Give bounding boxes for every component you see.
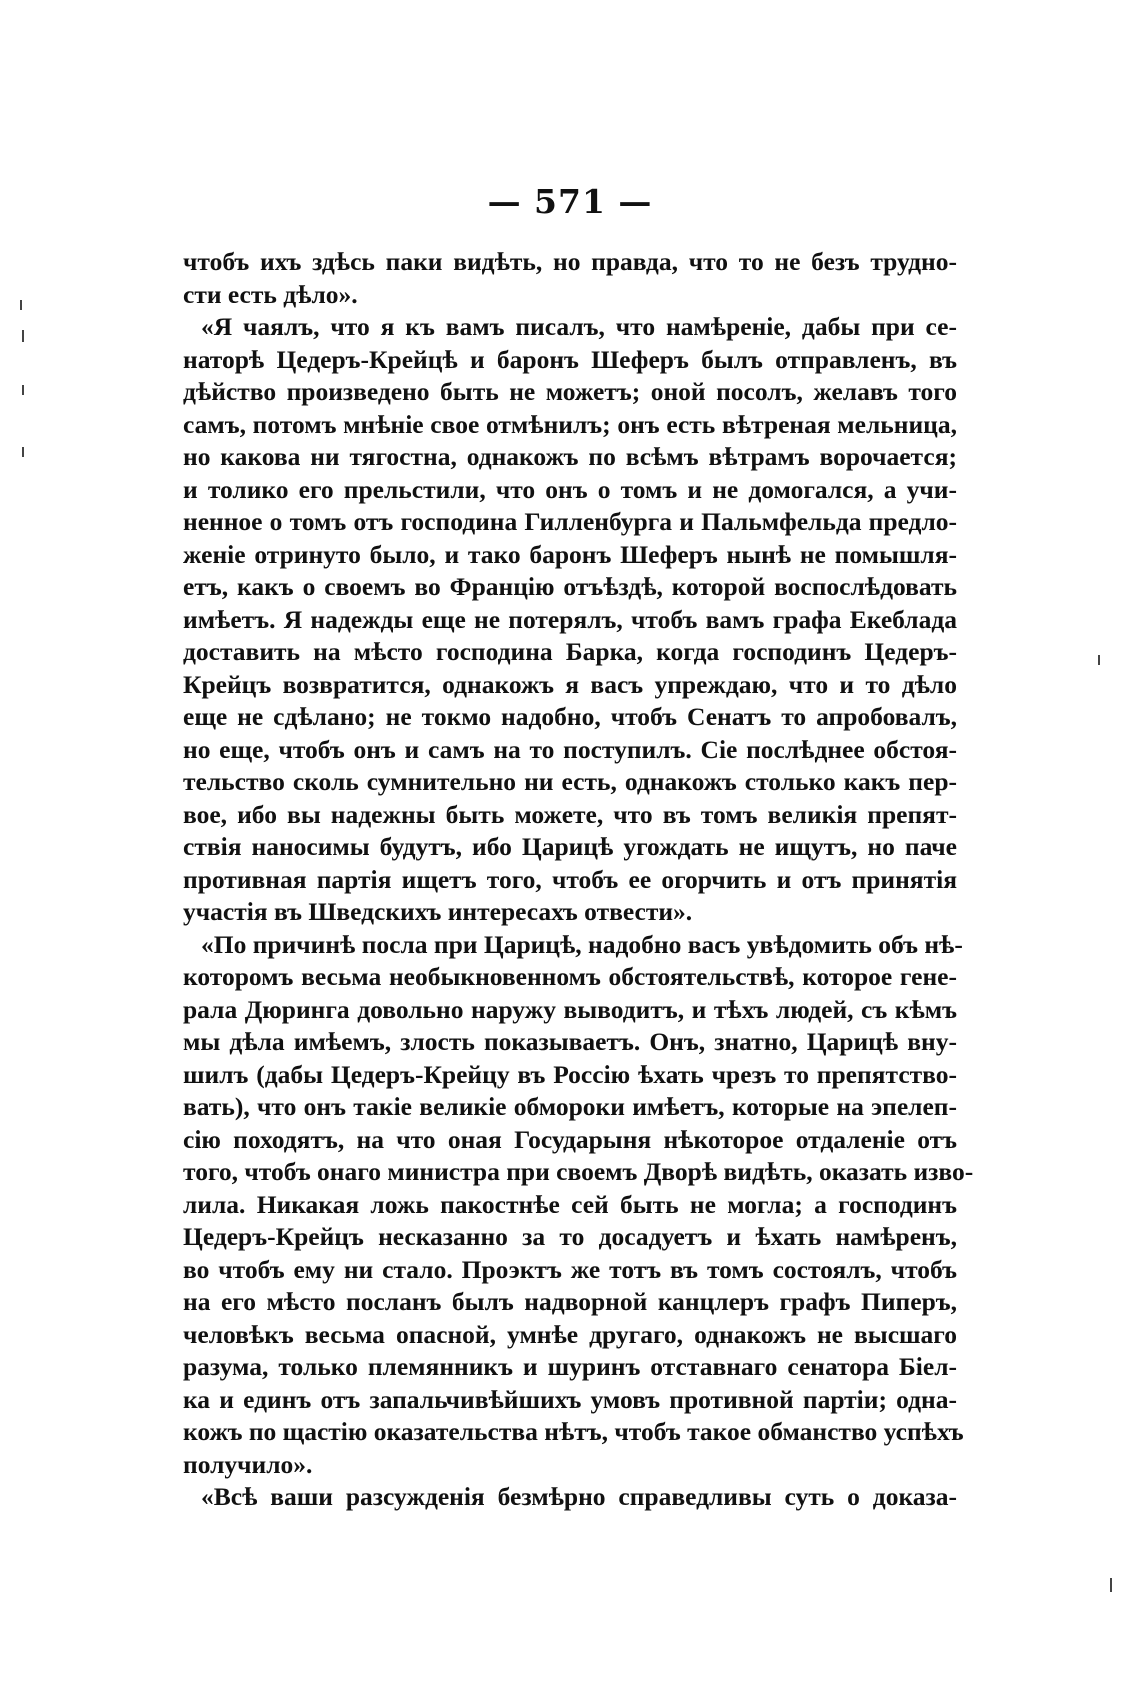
text-line: наторѣ Цедеръ-Крейцѣ и баронъ Шеферъ былъ отправленъ, въ xyxy=(183,344,957,374)
text-line: шилъ (дабы Цедеръ-Крейцу въ Россію ѣхать чрезъ то препятство- xyxy=(183,1059,957,1089)
body-text xyxy=(183,246,974,1514)
text-line: рала Дюринга довольно наружу выводитъ, и тѣхъ людей, съ кѣмъ xyxy=(183,994,957,1024)
text-line: во чтобъ ему ни стало. Проэктъ же тотъ въ томъ состоялъ, чтобъ xyxy=(183,1254,957,1284)
margin-mark xyxy=(1098,655,1100,665)
text-line: кожъ по щастію оказательства нѣтъ, чтобъ такое обманство успѣхъ xyxy=(183,1417,964,1446)
text-line: сію походятъ, на что оная Государыня нѣкоторое отдаленіе отъ xyxy=(183,1124,957,1154)
text-line: вать), что онъ такіе великіе обмороки имѣетъ, которые на эпелеп- xyxy=(183,1092,957,1121)
text-line: чтобъ ихъ здѣсь паки видѣть, но правда, что то не безъ трудно- xyxy=(183,247,957,276)
text-line: ствія наносимы будутъ, ибо Царицѣ угождать не ищутъ, но паче xyxy=(183,832,957,861)
text-line: еще не сдѣлано; не токмо надобно, чтобъ Сенатъ то апробовалъ, xyxy=(183,702,957,731)
text-line: вое, ибо вы надежны быть можете, что въ томъ великія препят- xyxy=(183,799,957,829)
page-number: — 571 — xyxy=(487,182,653,221)
text-line: тельство сколь сумнительно ни есть, однакожъ столько какъ пер- xyxy=(183,767,957,796)
text-line: «По причинѣ посла при Царицѣ, надобно васъ увѣдомить объ нѣ- xyxy=(201,929,963,959)
text-line: Крейцъ возвратится, однакожъ я васъ упреждаю, что и то дѣло xyxy=(183,669,957,699)
margin-mark xyxy=(22,385,24,395)
text-line: на его мѣсто посланъ былъ надворной канцлеръ графъ Пиперъ, xyxy=(183,1287,957,1316)
text-line: женіе отринуто было, и тако баронъ Шеферъ нынѣ не помышля- xyxy=(183,539,957,569)
text-line: но какова ни тягостна, однакожъ по всѣмъ вѣтрамъ ворочается; xyxy=(183,442,957,471)
text-line: того, чтобъ онаго министра при своемъ Дворѣ видѣть, оказать изво- xyxy=(183,1157,974,1186)
text-line: етъ, какъ о своемъ во Францію отъѣздѣ, которой воспослѣдовать xyxy=(183,572,957,601)
text-line: «Всѣ ваши разсужденія безмѣрно справедливы суть о доказа- xyxy=(201,1482,957,1511)
text-line: противная партія ищетъ того, чтобъ ее огорчить и отъ принятія xyxy=(183,864,957,894)
text-line: Цедеръ-Крейцъ несказанно за то досадуетъ и ѣхать намѣренъ, xyxy=(183,1222,957,1251)
text-line: разума, только племянникъ и шуринъ отставнаго сенатора Біел- xyxy=(183,1352,957,1381)
margin-mark xyxy=(22,330,24,342)
text-line: «Я чаялъ, что я къ вамъ писалъ, что намѣреніе, дабы при се- xyxy=(201,312,957,341)
text-line: мы дѣла имѣемъ, злость показываетъ. Онъ, знатно, Царицѣ вну- xyxy=(183,1027,957,1056)
text-line: получило». xyxy=(183,1449,313,1479)
margin-mark xyxy=(1110,1578,1112,1592)
text-line: ненное о томъ отъ господина Гилленбурга и Пальмфельда предло- xyxy=(183,507,957,536)
text-line: участія въ Шведскихъ интересахъ отвести». xyxy=(183,897,693,926)
text-line: дѣйство произведено быть не можетъ; оной посолъ, желавъ того xyxy=(183,377,957,406)
text-line: но еще, чтобъ онъ и самъ на то поступилъ. Сіе послѣднее обстоя- xyxy=(183,734,957,764)
text-line: которомъ весьма необыкновенномъ обстоятельствѣ, которое гене- xyxy=(183,962,957,991)
text-line: имѣетъ. Я надежды еще не потерялъ, чтобъ вамъ графа Екеблада xyxy=(183,604,957,634)
text-line: самъ, потомъ мнѣніе свое отмѣнилъ; онъ есть вѣтреная мельница, xyxy=(183,409,957,439)
text-line: доставить на мѣсто господина Барка, когда господинъ Цедеръ- xyxy=(183,637,957,666)
text-line: сти есть дѣло». xyxy=(183,279,358,309)
text-line: ка и единъ отъ запальчивѣйшихъ умовъ противной партіи; однa- xyxy=(183,1384,957,1414)
text-line: человѣкъ весьма опасной, умнѣе другаго, однакожъ не высшаго xyxy=(183,1319,957,1349)
text-line: лила. Никакая ложь пакостнѣе сей быть не могла; а господинъ xyxy=(183,1189,957,1219)
margin-mark xyxy=(20,300,22,310)
text-line: и толико его прельстили, что онъ о томъ и не домогался, а учи- xyxy=(183,474,957,504)
margin-mark xyxy=(22,447,24,457)
